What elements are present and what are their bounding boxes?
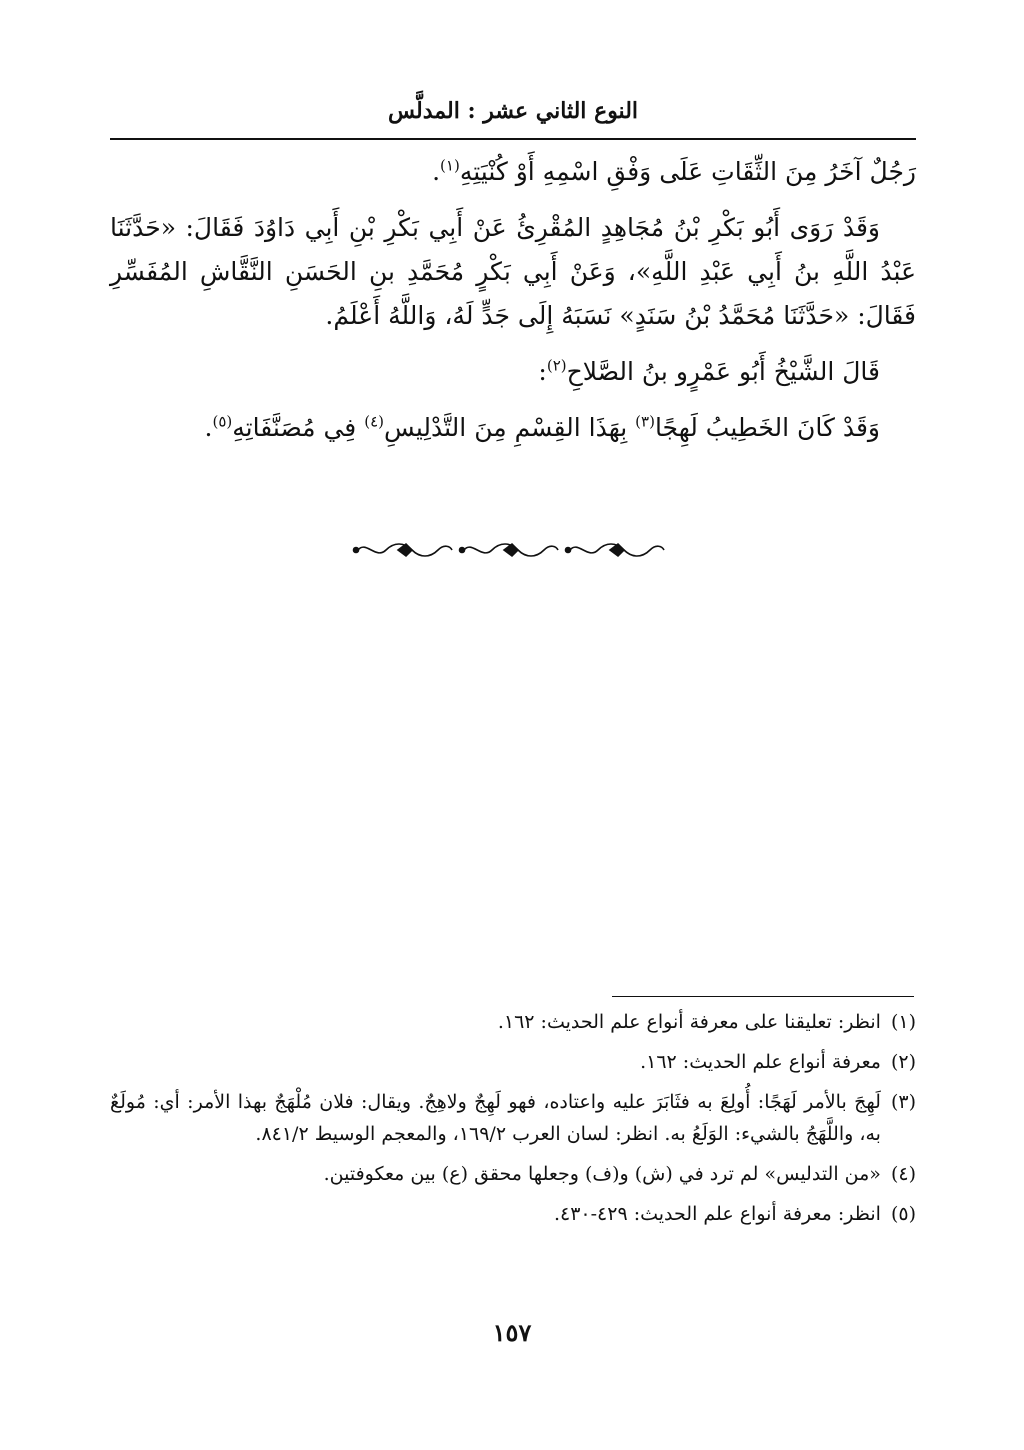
footnote-5 xyxy=(110,1198,916,1230)
footnote-text: لَهِجَ بالأمر لَهَجًا: أُولِعَ به فثَابَرَ عليه واعتاده، فهو لَهِجٌ ولاهِجٌ. ويقال: فلان مُلْهَجٌ بهذا الأمر: أي: مُولَعٌ به، واللَّهَجُ بالشيء: الوَلَعُ به. انظر: لسان العرب ١٦٩/٢، والمعجم الوسيط ٨٤١/٢. xyxy=(110,1091,881,1145)
ornament-unit xyxy=(566,544,665,556)
footnote-text: «من التدليس» لم ترد في (ش) و(ف) وجعلها محقق (ع) بين معكوفتين. xyxy=(323,1163,881,1185)
footnote-4 xyxy=(110,1158,916,1190)
paragraph-4: وَقَدْ كَانَ الخَطِيبُ لَهِجًا$^{(٣)}$ بِهَذَا القِسْمِ مِنَ التَّدْلِيسِ$^{(٤)}$ فِي مُصَنَّفَاتِهِ$^{(٥)}$. xyxy=(204,412,880,442)
footnote-number: (٣) xyxy=(890,1091,916,1113)
ornament-unit xyxy=(354,544,453,556)
footnote-text: انظر: معرفة أنواع علم الحديث: ٤٢٩-٤٣٠. xyxy=(553,1203,881,1225)
paragraph-2: وَقَدْ رَوَى أَبُو بَكْرِ بْنُ مُجَاهِدٍ المُقْرِئُ عَنْ أَبِي بَكْرِ بْنِ أَبِي دَاوُدَ فَقَالَ: «حَدَّثَنَا عَبْدُ اللَّهِ بنُ أَبِي عَبْدِ اللَّهِ»، وَعَنْ أَبِي بَكْرٍ مُحَمَّدِ بنِ الحَسَنِ النَّقَّاشِ المُفَسِّرِ فَقَالَ: «حَدَّثَنَا مُحَمَّدُ بْنُ سَنَدٍ» نَسَبَهُ إِلَى جَدٍّ لَهُ، وَاللَّهُ أَعْلَمُ. xyxy=(110,213,916,330)
footnote-number: (٥) xyxy=(890,1203,916,1225)
footnote-number: (٤) xyxy=(890,1163,916,1185)
running-head-title: النوع الثاني عشر : المدلَّس xyxy=(387,98,639,124)
footnotes xyxy=(110,1006,916,1238)
paragraph-1: رَجُلٌ آخَرُ مِنَ الثِّقَاتِ عَلَى وَفْقِ اسْمِهِ أَوْ كُنْيَتِهِ$^{(١)}$. xyxy=(432,156,916,186)
footnote-ref-5[interactable]: (٥) xyxy=(212,412,233,431)
footnote-2 xyxy=(110,1046,916,1078)
footnote-ref-2[interactable]: (٢) xyxy=(546,356,567,375)
footnote-text: انظر: تعليقنا على معرفة أنواع علم الحديث: ١٦٢. xyxy=(497,1011,881,1033)
footnote-number: (٢) xyxy=(890,1051,916,1073)
footnote-ref-3[interactable]: (٣) xyxy=(635,412,655,431)
section-ornament xyxy=(350,534,670,564)
footnote-ref-4[interactable]: (٤) xyxy=(364,412,384,431)
header-rule xyxy=(110,138,916,140)
main-text xyxy=(110,150,916,450)
footnote-text: معرفة أنواع علم الحديث: ١٦٢. xyxy=(640,1051,881,1073)
footnote-3 xyxy=(110,1086,916,1150)
footnote-number: (١) xyxy=(890,1011,916,1033)
page-number: ١٥٧ xyxy=(492,1318,532,1347)
footnote-rule xyxy=(612,996,914,997)
paragraph-3: قَالَ الشَّيْخُ أَبُو عَمْرٍو بنُ الصَّلاحِ$^{(٢)}$: xyxy=(538,356,880,386)
footnote-ref-1[interactable]: (١) xyxy=(440,156,460,175)
ornament-unit xyxy=(460,544,559,556)
footnote-1 xyxy=(110,1006,916,1038)
